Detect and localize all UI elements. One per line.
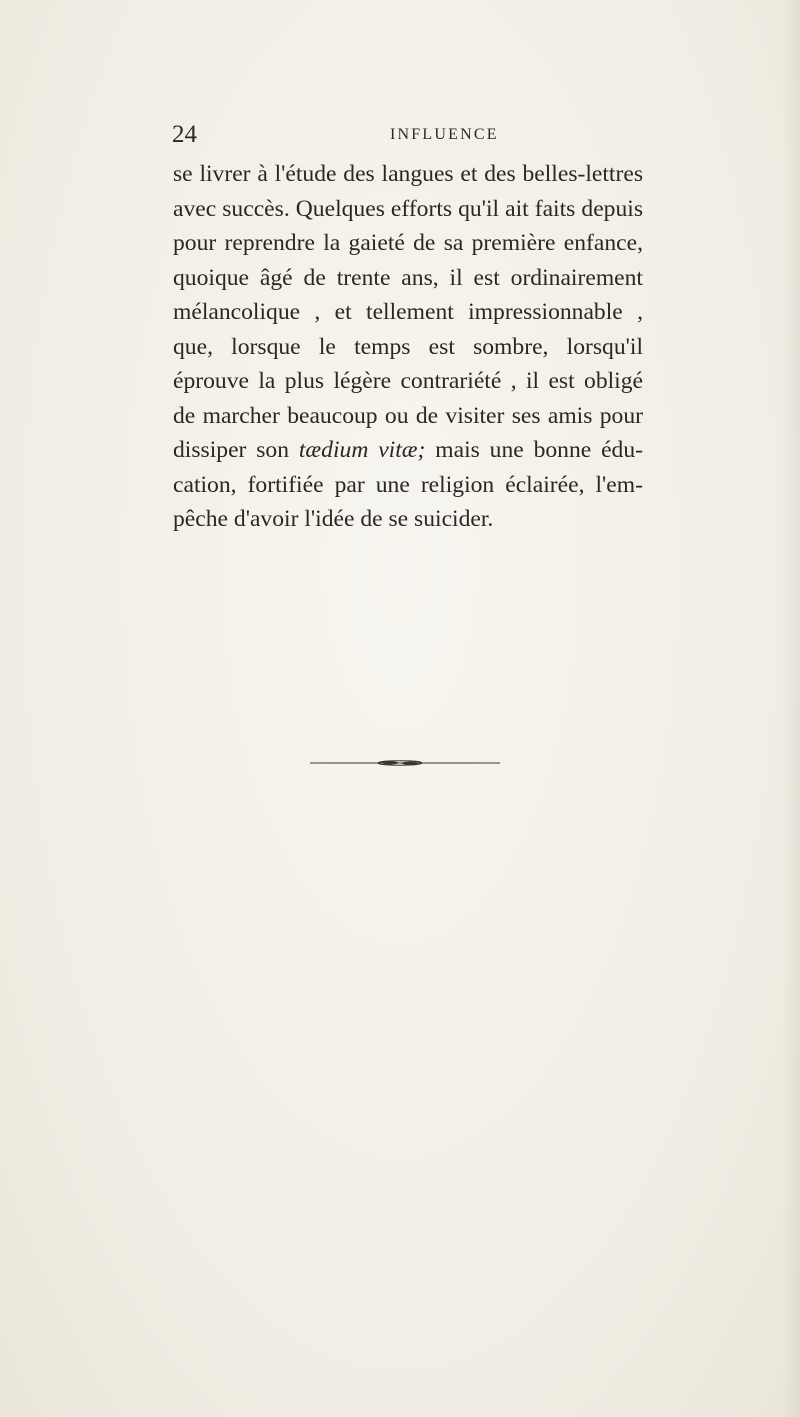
page-number: 24 (172, 121, 197, 148)
text-segment: dissiper son (173, 437, 299, 463)
text-line: avec succès. Quelques efforts qu'il ait faits depuis (173, 195, 643, 222)
text-segment: mais une bonne édu- (425, 437, 643, 463)
page-header (172, 120, 632, 152)
text-line-last: pêche d'avoir l'idée de se suicider. (173, 506, 494, 532)
body-text (173, 157, 643, 537)
text-line: se livrer à l'étude des langues et des belles-lettres (173, 161, 643, 187)
text-line: cation, fortifiée par une religion éclairée, l'em- (173, 471, 643, 498)
text-line: mélancolique , et tellement impressionnable , (173, 299, 643, 325)
running-head: INFLUENCE (390, 126, 499, 143)
text-line (173, 433, 643, 468)
italic-phrase: tædium vitæ; (298, 437, 426, 463)
text-line: que, lorsque le temps est sombre, lorsqu'il (173, 333, 643, 360)
text-line: de marcher beaucoup ou de visiter ses amis pour (173, 402, 643, 429)
page-edge-shadow (782, 0, 800, 1417)
text-line: éprouve la plus légère contrariété , il est obligé (173, 368, 643, 394)
text-line: quoique âgé de trente ans, il est ordinairement (173, 264, 643, 291)
section-divider-ornament (310, 758, 500, 768)
text-line: pour reprendre la gaieté de sa première enfance, (173, 230, 643, 256)
